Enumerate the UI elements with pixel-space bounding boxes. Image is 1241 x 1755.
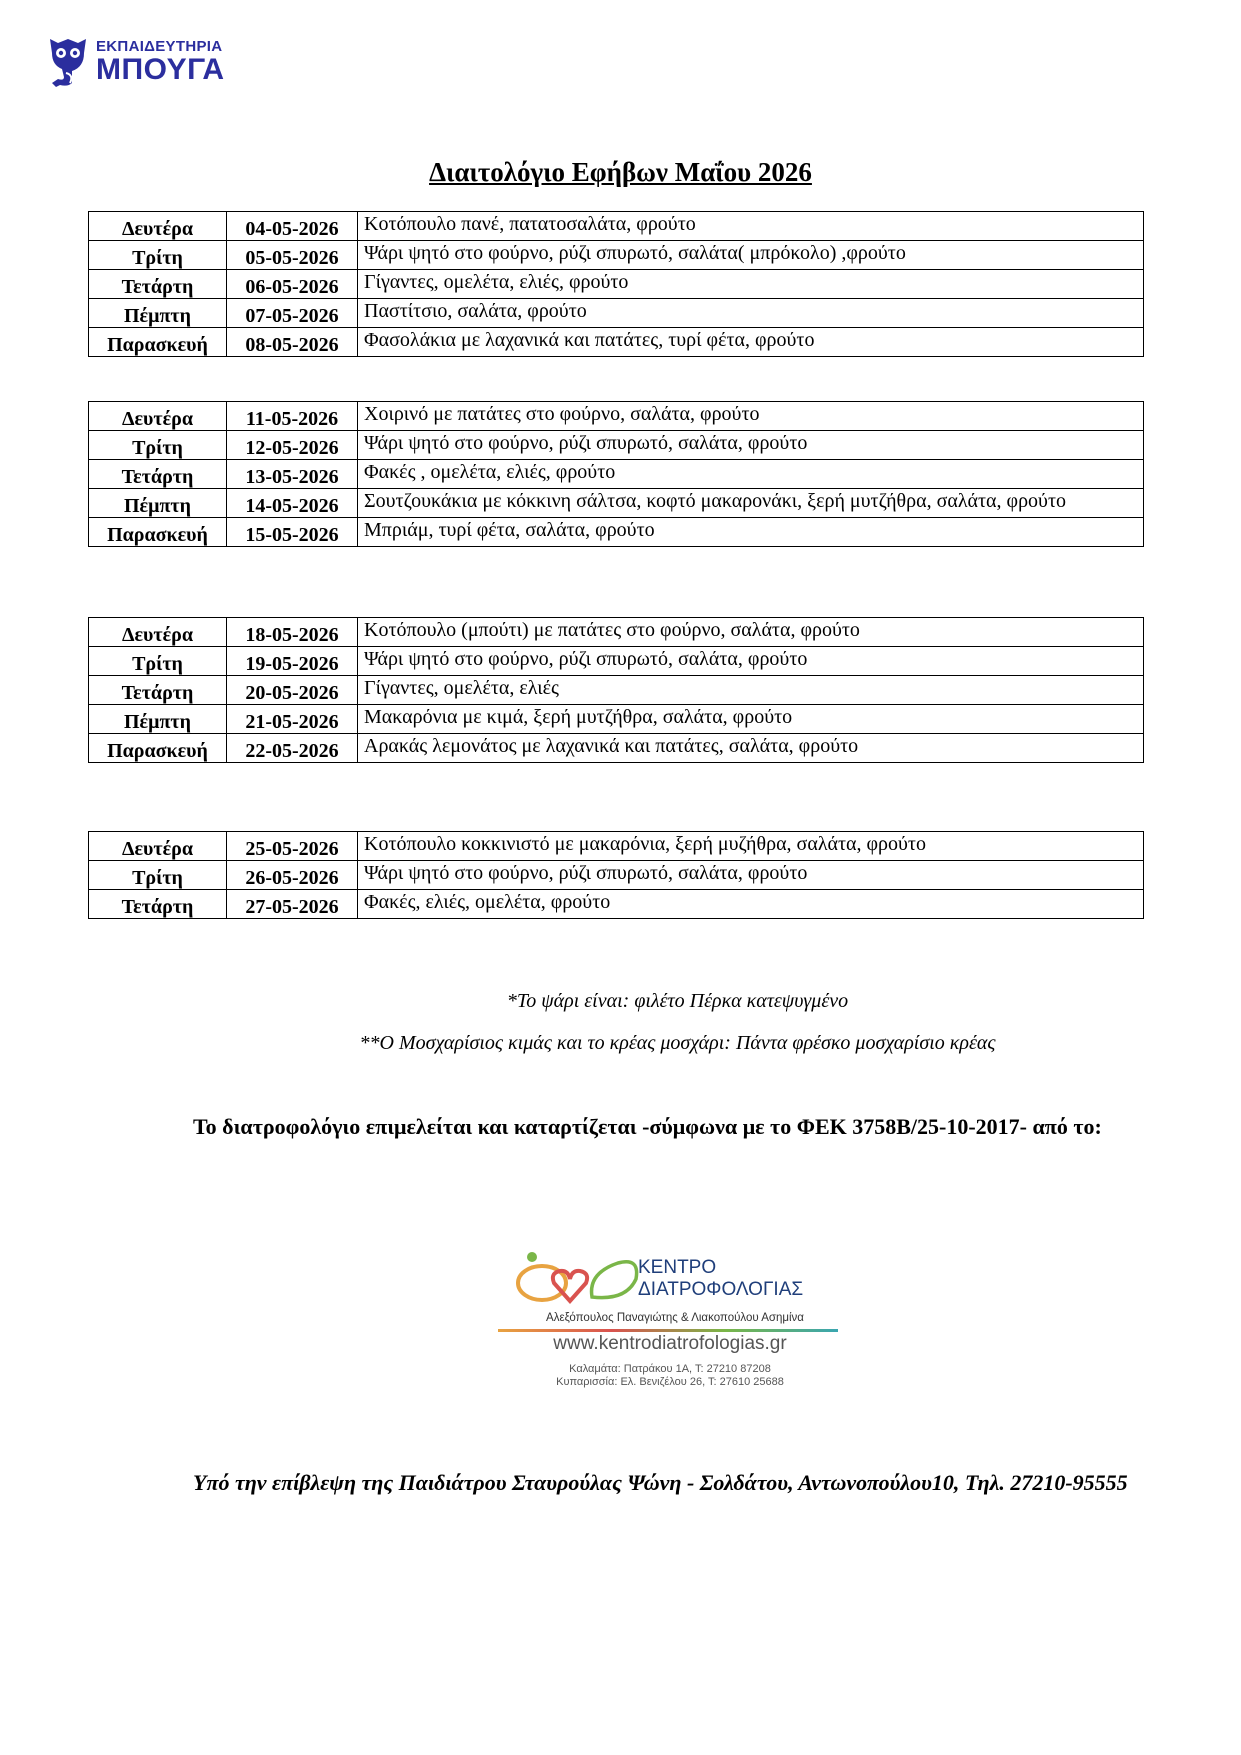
day-cell: Τρίτη xyxy=(89,241,227,270)
day-cell: Δευτέρα xyxy=(89,618,227,647)
day-cell: Πέμπτη xyxy=(89,705,227,734)
menu-row xyxy=(89,618,1144,647)
meal-cell: Φασολάκια με λαχανικά και πατάτες, τυρί φέτα, φρούτο xyxy=(358,328,1144,357)
day-cell: Παρασκευή xyxy=(89,518,227,547)
menu-row xyxy=(89,489,1144,518)
menu-row xyxy=(89,518,1144,547)
color-bar xyxy=(498,1329,838,1332)
menu-row xyxy=(89,460,1144,489)
week-table xyxy=(88,831,1144,919)
menu-row xyxy=(89,212,1144,241)
page-title: Διαιτολόγιο Εφήβων Μαΐου 2026 xyxy=(429,157,812,187)
school-logo xyxy=(46,33,266,93)
day-cell: Δευτέρα xyxy=(89,212,227,241)
day-cell: Πέμπτη xyxy=(89,299,227,328)
meal-cell: Κοτόπουλο πανέ, πατατοσαλάτα, φρούτο xyxy=(358,212,1144,241)
logo-text-main: ΜΠΟΥΓΑ xyxy=(96,53,225,86)
date-cell: 07-05-2026 xyxy=(227,299,358,328)
date-cell: 11-05-2026 xyxy=(227,402,358,431)
meal-cell: Κοτόπουλο (μπούτι) με πατάτες στο φούρνο, σαλάτα, φρούτο xyxy=(358,618,1144,647)
center-name-line1: ΚΕΝΤΡΟ xyxy=(638,1257,717,1278)
day-cell: Τετάρτη xyxy=(89,460,227,489)
day-cell: Τετάρτη xyxy=(89,270,227,299)
menu-row xyxy=(89,705,1144,734)
meal-cell: Κοτόπουλο κοκκινιστό με μακαρόνια, ξερή μυζήθρα, σαλάτα, φρούτο xyxy=(358,832,1144,861)
day-cell: Τετάρτη xyxy=(89,676,227,705)
day-cell: Τρίτη xyxy=(89,647,227,676)
meal-cell: Μακαρόνια με κιμά, ξερή μυτζήθρα, σαλάτα, φρούτο xyxy=(358,705,1144,734)
menu-row xyxy=(89,676,1144,705)
week-table xyxy=(88,617,1144,763)
date-cell: 14-05-2026 xyxy=(227,489,358,518)
menu-row xyxy=(89,299,1144,328)
date-cell: 19-05-2026 xyxy=(227,647,358,676)
week-table xyxy=(88,401,1144,547)
center-website: www.kentrodiatrofologias.gr xyxy=(553,1333,787,1354)
center-address-kalamata: Καλαμάτα: Πατράκου 1Α, Τ: 27210 87208 xyxy=(569,1363,771,1375)
day-cell: Δευτέρα xyxy=(89,832,227,861)
meal-cell: Μπριάμ, τυρί φέτα, σαλάτα, φρούτο xyxy=(358,518,1144,547)
owl-logo-icon xyxy=(46,33,90,91)
center-people: Αλεξόπουλος Παναγιώτης & Λιακοπούλου Ασημίνα xyxy=(546,1312,804,1324)
menu-row xyxy=(89,647,1144,676)
menu-row xyxy=(89,328,1144,357)
date-cell: 20-05-2026 xyxy=(227,676,358,705)
meal-cell: Χοιρινό με πατάτες στο φούρνο, σαλάτα, φρούτο xyxy=(358,402,1144,431)
nutrition-center-logo xyxy=(494,1245,864,1388)
date-cell: 18-05-2026 xyxy=(227,618,358,647)
menu-row xyxy=(89,431,1144,460)
day-cell: Δευτέρα xyxy=(89,402,227,431)
date-cell: 21-05-2026 xyxy=(227,705,358,734)
date-cell: 27-05-2026 xyxy=(227,890,358,919)
date-cell: 06-05-2026 xyxy=(227,270,358,299)
day-cell: Τρίτη xyxy=(89,861,227,890)
date-cell: 26-05-2026 xyxy=(227,861,358,890)
curated-statement: Το διατροφολόγιο επιμελείται και καταρτίζεται -σύμφωνα με το ΦΕΚ 3758Β/25-10-2017- από το: xyxy=(193,1114,1102,1139)
menu-row xyxy=(89,402,1144,431)
day-cell: Πέμπτη xyxy=(89,489,227,518)
meal-cell: Φακές, ελιές, ομελέτα, φρούτο xyxy=(358,890,1144,919)
menu-row xyxy=(89,832,1144,861)
meal-cell: Ψάρι ψητό στο φούρνο, ρύζι σπυρωτό, σαλάτα, φρούτο xyxy=(358,647,1144,676)
menu-row xyxy=(89,241,1144,270)
menu-row xyxy=(89,861,1144,890)
beef-note: **Ο Μοσχαρίσιος κιμάς και το κρέας μοσχάρι: Πάντα φρέσκο μοσχαρίσιο κρέας xyxy=(359,1032,996,1054)
date-cell: 08-05-2026 xyxy=(227,328,358,357)
date-cell: 13-05-2026 xyxy=(227,460,358,489)
date-cell: 25-05-2026 xyxy=(227,832,358,861)
menu-row xyxy=(89,734,1144,763)
meal-cell: Γίγαντες, ομελέτα, ελιές, φρούτο xyxy=(358,270,1144,299)
rings-heart-icon xyxy=(508,1249,648,1309)
meal-cell: Παστίτσιο, σαλάτα, φρούτο xyxy=(358,299,1144,328)
meal-cell: Γίγαντες, ομελέτα, ελιές xyxy=(358,676,1144,705)
day-cell: Παρασκευή xyxy=(89,328,227,357)
meal-cell: Φακές , ομελέτα, ελιές, φρούτο xyxy=(358,460,1144,489)
date-cell: 22-05-2026 xyxy=(227,734,358,763)
supervision-note: Υπό την επίβλεψη της Παιδιάτρου Σταυρούλας Ψώνη - Σολδάτου, Αντωνοπούλου10, Τηλ. 27210-95555 xyxy=(193,1470,1128,1495)
date-cell: 05-05-2026 xyxy=(227,241,358,270)
date-cell: 04-05-2026 xyxy=(227,212,358,241)
meal-cell: Σουτζουκάκια με κόκκινη σάλτσα, κοφτό μακαρονάκι, ξερή μυτζήθρα, σαλάτα, φρούτο xyxy=(358,489,1144,518)
meal-cell: Αρακάς λεμονάτος με λαχανικά και πατάτες, σαλάτα, φρούτο xyxy=(358,734,1144,763)
logo-text-top: ΕΚΠΑΙΔΕΥΤΗΡΙΑ xyxy=(96,38,223,55)
menu-row xyxy=(89,270,1144,299)
meal-cell: Ψάρι ψητό στο φούρνο, ρύζι σπυρωτό, σαλάτα, φρούτο xyxy=(358,861,1144,890)
menu-row xyxy=(89,890,1144,919)
date-cell: 15-05-2026 xyxy=(227,518,358,547)
day-cell: Παρασκευή xyxy=(89,734,227,763)
meal-cell: Ψάρι ψητό στο φούρνο, ρύζι σπυρωτό, σαλάτα( μπρόκολο) ,φρούτο xyxy=(358,241,1144,270)
day-cell: Τετάρτη xyxy=(89,890,227,919)
center-name-line2: ΔΙΑΤΡΟΦΟΛΟΓΙΑΣ xyxy=(638,1279,804,1300)
week-table xyxy=(88,211,1144,357)
meal-cell: Ψάρι ψητό στο φούρνο, ρύζι σπυρωτό, σαλάτα, φρούτο xyxy=(358,431,1144,460)
center-address-kyparissia: Κυπαρισσία: Ελ. Βενιζέλου 26, Τ: 27610 25688 xyxy=(556,1376,784,1388)
date-cell: 12-05-2026 xyxy=(227,431,358,460)
fish-note: *Το ψάρι είναι: φιλέτο Πέρκα κατεψυγμένο xyxy=(506,990,849,1012)
day-cell: Τρίτη xyxy=(89,431,227,460)
